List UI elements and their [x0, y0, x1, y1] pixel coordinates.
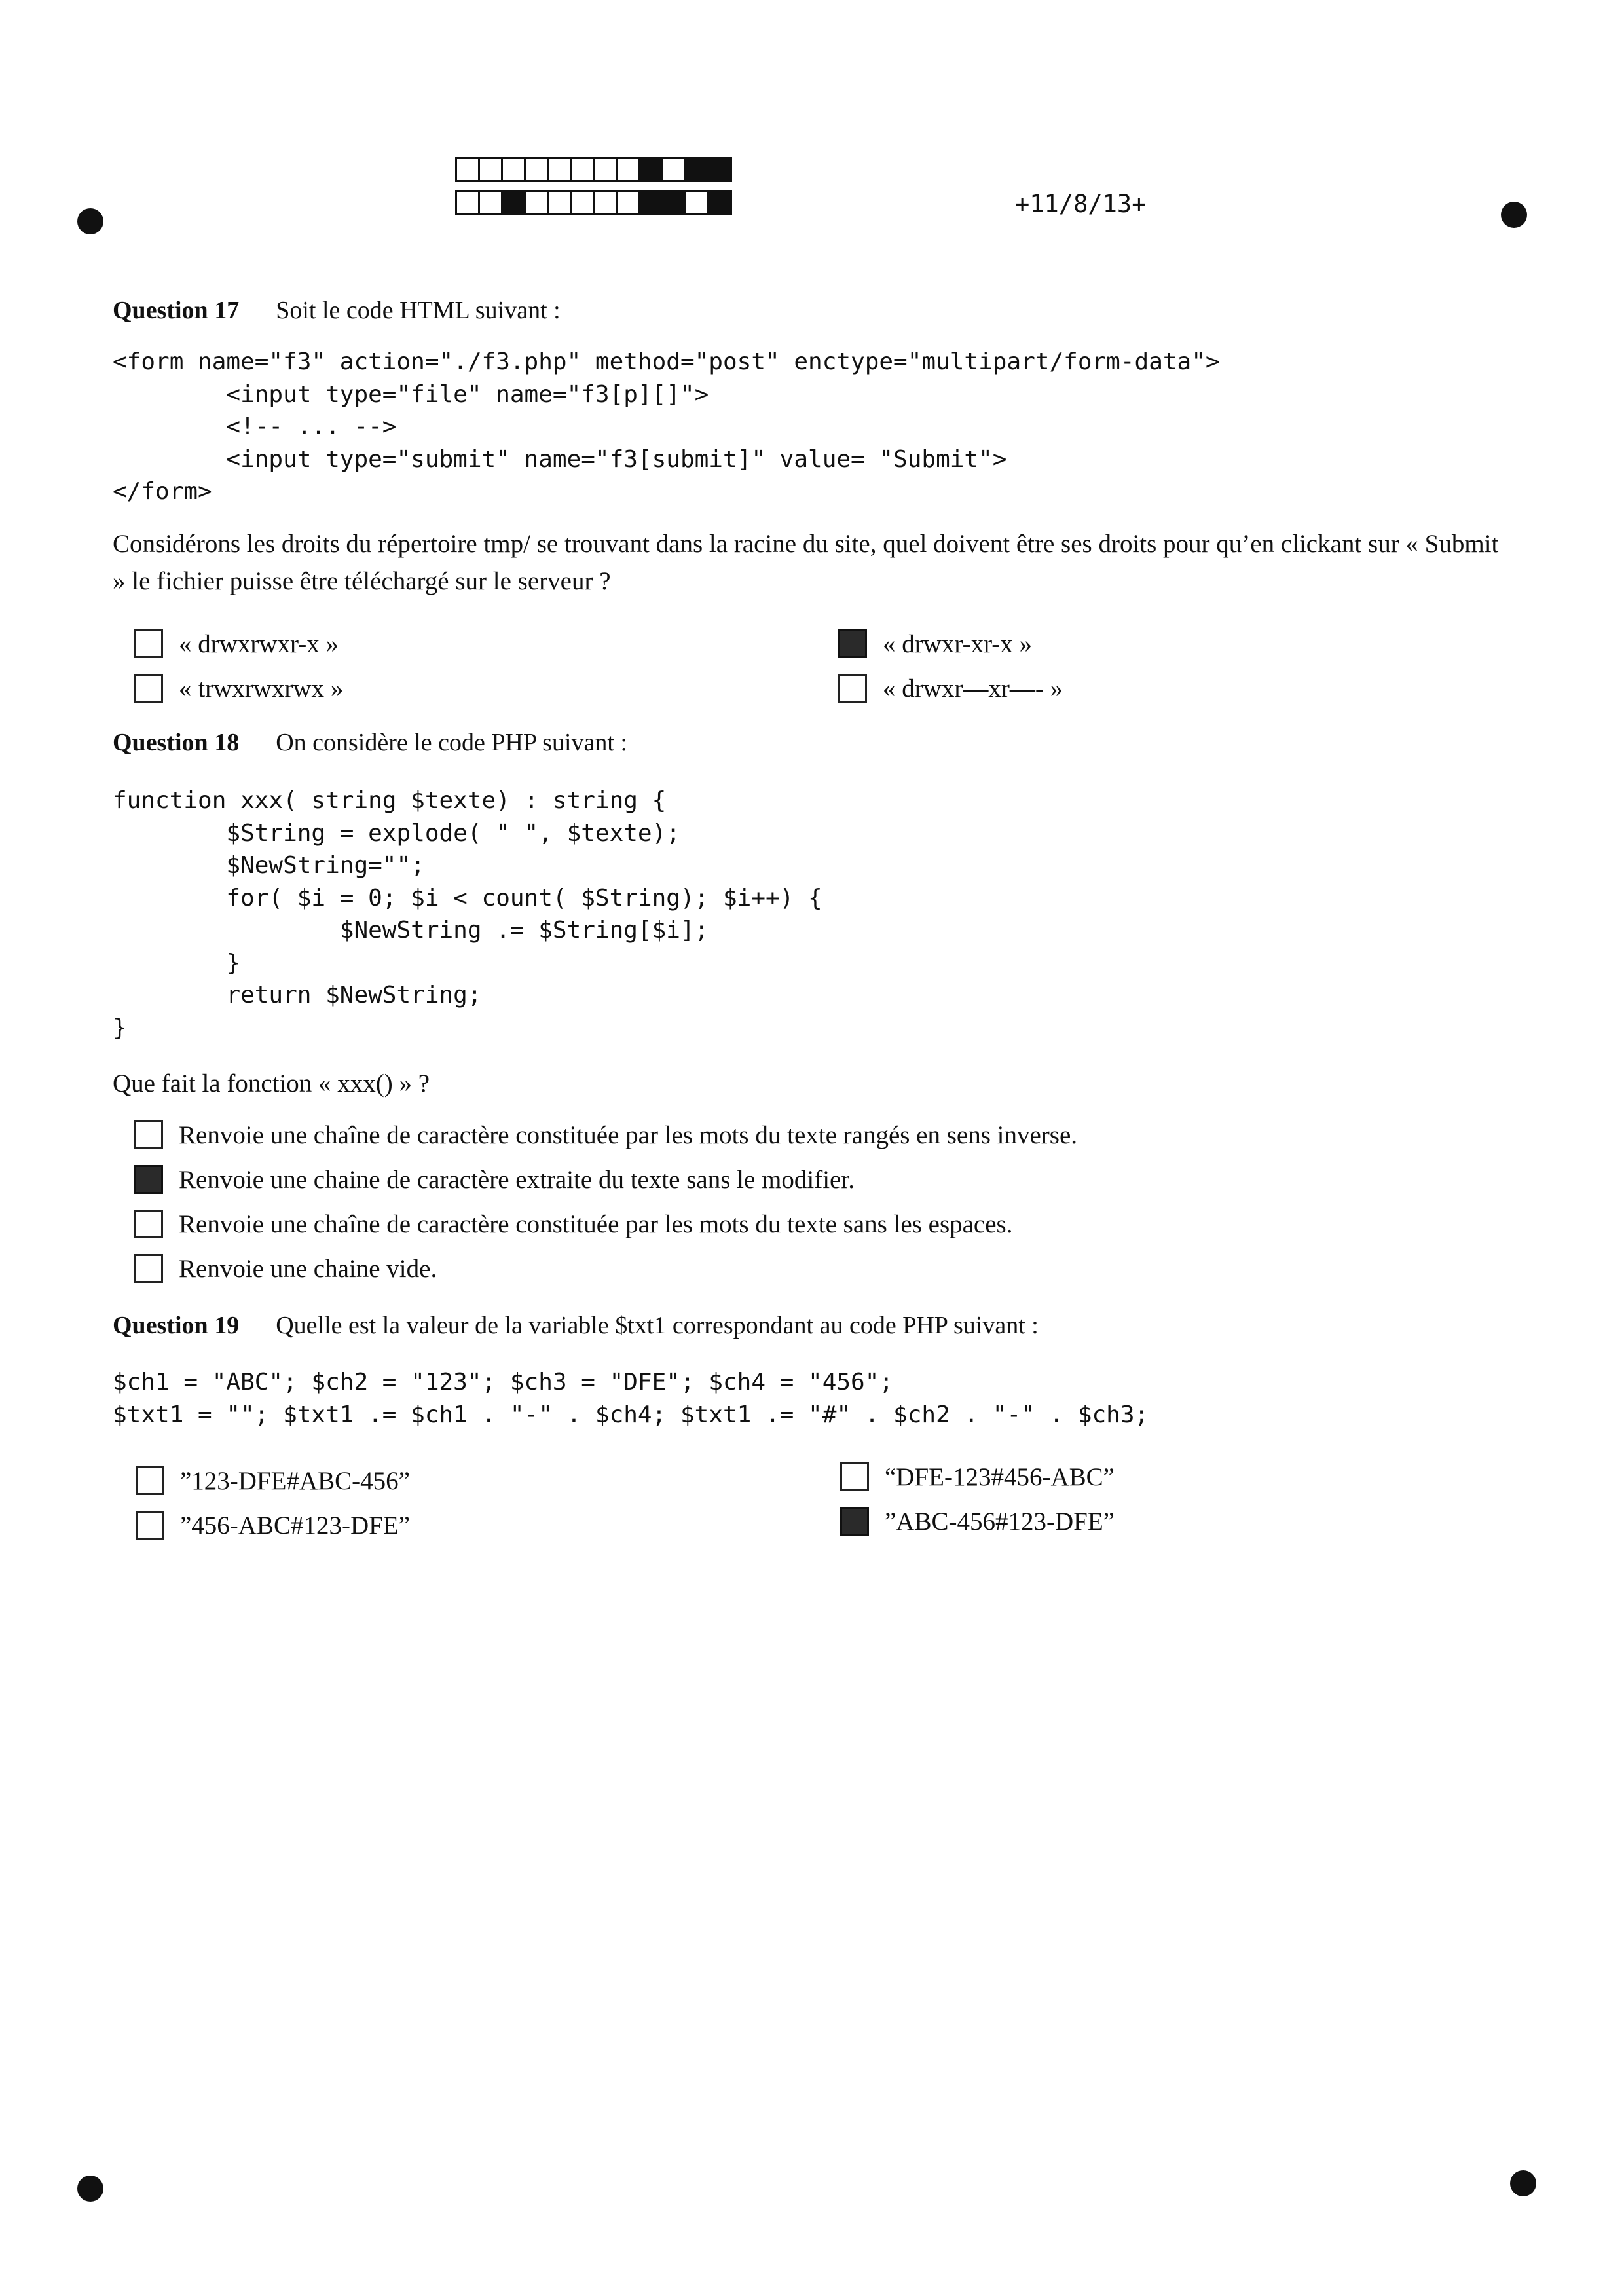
question-prompt: Soit le code HTML suivant : — [276, 297, 561, 324]
answer-option[interactable] — [136, 1509, 410, 1542]
answer-label: Renvoie une chaine vide. — [179, 1254, 437, 1283]
question-number: Question 19 — [113, 1312, 240, 1339]
answer-label: Renvoie une chaine de caractère extraite du texte sans le modifier. — [179, 1165, 855, 1194]
answer-checkbox[interactable] — [134, 1254, 163, 1283]
barcode-cell — [524, 190, 549, 215]
question-19-heading — [113, 1311, 1039, 1340]
answer-option[interactable] — [134, 672, 343, 705]
answer-checkbox[interactable] — [136, 1511, 164, 1540]
barcode-cell — [547, 190, 572, 215]
barcode-cell — [707, 190, 732, 215]
barcode-cell — [501, 157, 526, 182]
answer-checkbox[interactable] — [134, 1165, 163, 1194]
barcode-cell — [524, 157, 549, 182]
question-number: Question 18 — [113, 729, 240, 756]
answer-label: « drwxr-xr-x » — [883, 629, 1033, 658]
answer-label: Renvoie une chaîne de caractère constituée par les mots du texte rangés en sens inverse. — [179, 1120, 1078, 1149]
answer-checkbox[interactable] — [840, 1462, 869, 1491]
answer-option[interactable] — [840, 1460, 1115, 1493]
answer-checkbox[interactable] — [134, 674, 163, 703]
answer-checkbox[interactable] — [136, 1466, 164, 1495]
code-block: $ch1 = "ABC"; $ch2 = "123"; $ch3 = "DFE"; $ch4 = "456"; $txt1 = ""; $txt1 .= $ch1 . "-" . $ch4; $txt1 .= "#" . $ch2 . "-" . $ch3; — [113, 1369, 1149, 1428]
answer-option[interactable] — [838, 627, 1032, 660]
barcode-cell — [478, 157, 503, 182]
registration-mark-bottom-right — [1510, 2170, 1536, 2196]
barcode-cell — [593, 190, 618, 215]
question-18-heading — [113, 728, 627, 757]
registration-mark-top-left — [77, 208, 103, 234]
answer-option[interactable] — [134, 627, 339, 660]
question-prompt: Quelle est la valeur de la variable $txt1 correspondant au code PHP suivant : — [276, 1312, 1039, 1339]
answer-label: ”456-ABC#123-DFE” — [180, 1511, 410, 1540]
registration-mark-bottom-left — [77, 2176, 103, 2202]
answer-checkbox[interactable] — [134, 1120, 163, 1149]
barcode-cell — [661, 190, 686, 215]
answer-option[interactable] — [136, 1464, 410, 1497]
answer-label: Renvoie une chaîne de caractère constituée par les mots du texte sans les espaces. — [179, 1210, 1013, 1238]
barcode-cell — [661, 157, 686, 182]
barcode-cell — [501, 190, 526, 215]
question-number: Question 17 — [113, 297, 240, 324]
answer-option[interactable] — [134, 1252, 437, 1285]
barcode-cell — [593, 157, 618, 182]
answer-label: “DFE-123#456-ABC” — [885, 1462, 1115, 1491]
registration-mark-top-right — [1501, 202, 1527, 228]
barcode-cell — [616, 157, 640, 182]
answer-option[interactable] — [134, 1163, 855, 1196]
barcode-cell — [455, 190, 480, 215]
question-text: Que fait la fonction « xxx() » ? — [113, 1069, 430, 1098]
answer-option[interactable] — [134, 1208, 1012, 1240]
answer-checkbox[interactable] — [134, 1210, 163, 1238]
barcode-cell — [707, 157, 732, 182]
question-prompt: On considère le code PHP suivant : — [276, 729, 628, 756]
answer-label: « drwxr—xr—- » — [883, 674, 1063, 703]
answer-checkbox[interactable] — [840, 1507, 869, 1536]
code-block: function xxx( string $texte) : string { $String = explode( " ", $texte); $NewString=""; for( $i = 0; $i < count( $String); $i++) { $NewString .= $String[$i]; } return $NewString; } — [113, 787, 822, 1041]
answer-label: « trwxrwxrwx » — [179, 674, 344, 703]
answer-option[interactable] — [838, 672, 1063, 705]
question-17-heading — [113, 296, 561, 325]
answer-checkbox[interactable] — [134, 629, 163, 658]
answer-option[interactable] — [840, 1505, 1115, 1538]
barcode-cell — [547, 157, 572, 182]
code-block: <form name="f3" action="./f3.php" method="post" enctype="multipart/form-data"> <input type="file" name="f3[p][]"> <!-- ... --> <input type="submit" name="f3[submit]" value= "Submit"> </form> — [113, 348, 1220, 505]
barcode-cell — [684, 190, 709, 215]
barcode-row — [455, 157, 730, 182]
page-id: +11/8/13+ — [1015, 190, 1147, 218]
barcode-cell — [638, 157, 663, 182]
question-text: Considérons les droits du répertoire tmp/ se trouvant dans la racine du site, quel doivent être ses droits pour qu’en clickant sur « Submit » le fichier puisse être téléchargé sur le serveur ? — [113, 530, 1499, 595]
answer-checkbox[interactable] — [838, 674, 867, 703]
barcode-cell — [455, 157, 480, 182]
answer-label: « drwxrwxr-x » — [179, 629, 339, 658]
barcode-cell — [616, 190, 640, 215]
barcode-cell — [570, 190, 595, 215]
answer-option[interactable] — [134, 1119, 1077, 1151]
answer-checkbox[interactable] — [838, 629, 867, 658]
barcode-cell — [638, 190, 663, 215]
barcode-row — [455, 190, 730, 215]
answer-label: ”ABC-456#123-DFE” — [885, 1507, 1115, 1536]
barcode-cell — [570, 157, 595, 182]
answer-label: ”123-DFE#ABC-456” — [180, 1466, 410, 1495]
barcode-cell — [684, 157, 709, 182]
barcode-cell — [478, 190, 503, 215]
